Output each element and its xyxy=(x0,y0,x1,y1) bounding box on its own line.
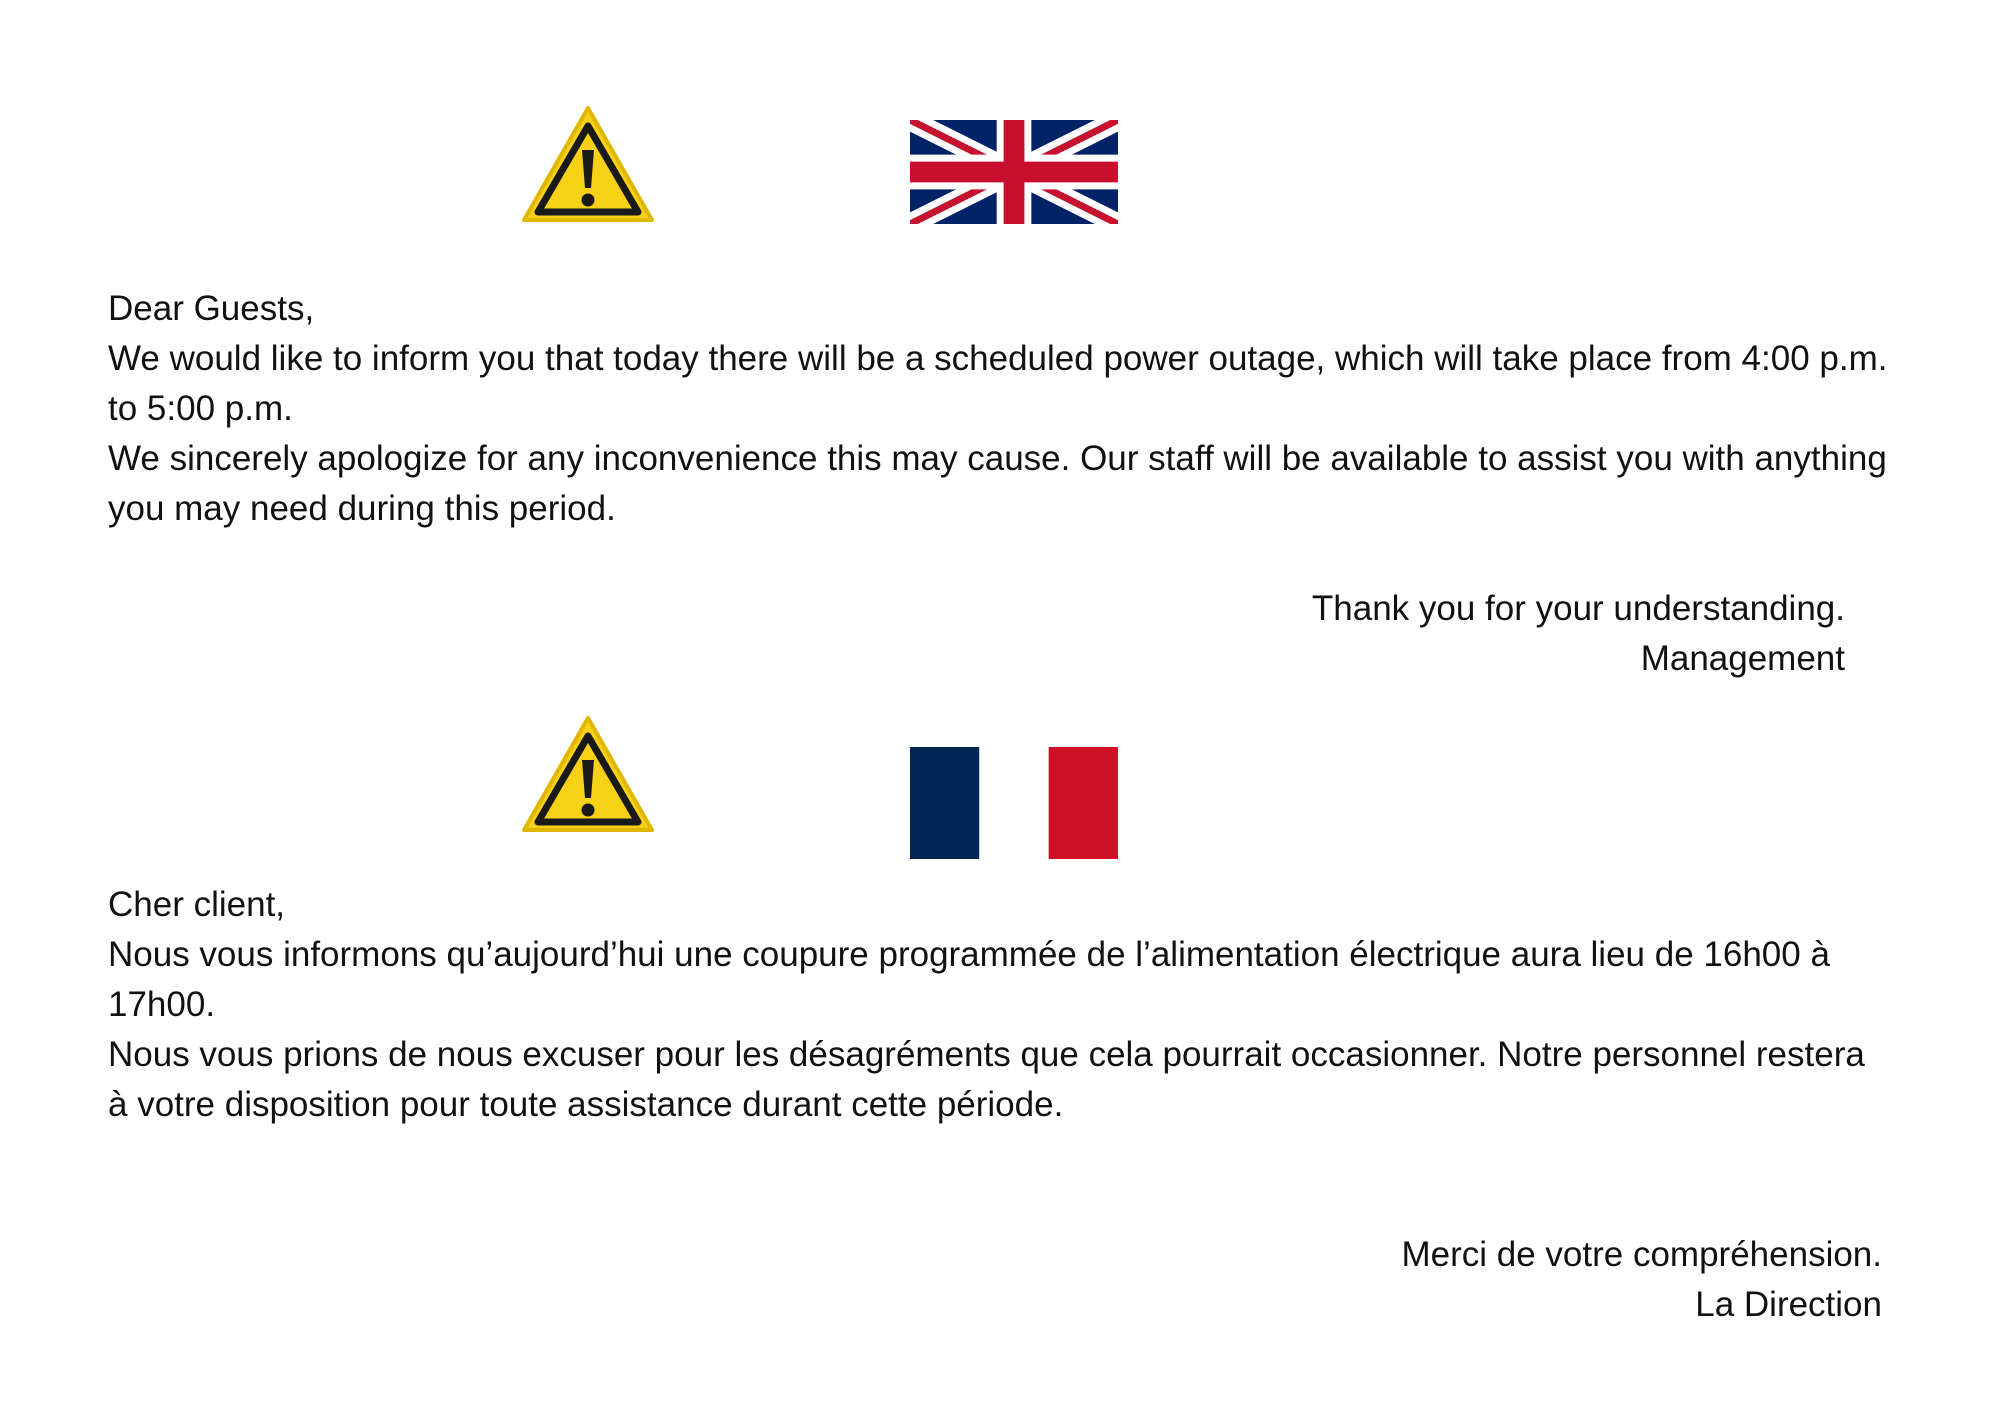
french-signature: La Direction xyxy=(1695,1285,1882,1324)
warning-triangle-icon xyxy=(520,714,656,836)
english-paragraph-outage: We would like to inform you that today there will be a scheduled power outage, which will take place from 4:00 p.m. to 5:00 p.m. xyxy=(108,339,1888,428)
french-paragraph-outage: Nous vous informons qu’aujourd’hui une coupure programmée de l’alimentation électrique aura lieu de 16h00 à 17h00. xyxy=(108,935,1830,1024)
french-signoff xyxy=(1402,1230,1883,1330)
french-notice xyxy=(108,880,1888,1130)
french-thanks: Merci de votre compréhension. xyxy=(1401,1235,1882,1274)
english-salutation: Dear Guests, xyxy=(108,289,315,328)
english-signature: Management xyxy=(1640,639,1845,678)
france-flag-icon xyxy=(910,747,1118,859)
french-salutation: Cher client, xyxy=(108,885,286,924)
french-paragraph-apology: Nous vous prions de nous excuser pour les désagréments que cela pourrait occasionner. Notre personnel restera à votre disposition pour toute assistance durant cette période. xyxy=(108,1035,1865,1124)
english-thanks: Thank you for your understanding. xyxy=(1311,589,1845,628)
english-signoff xyxy=(1312,584,1845,684)
uk-flag-icon xyxy=(910,120,1118,224)
warning-triangle-icon xyxy=(520,104,656,226)
english-paragraph-apology: We sincerely apologize for any inconvenience this may cause. Our staff will be available to assist you with anything you may need during this period. xyxy=(108,439,1887,528)
english-notice xyxy=(108,284,1888,534)
